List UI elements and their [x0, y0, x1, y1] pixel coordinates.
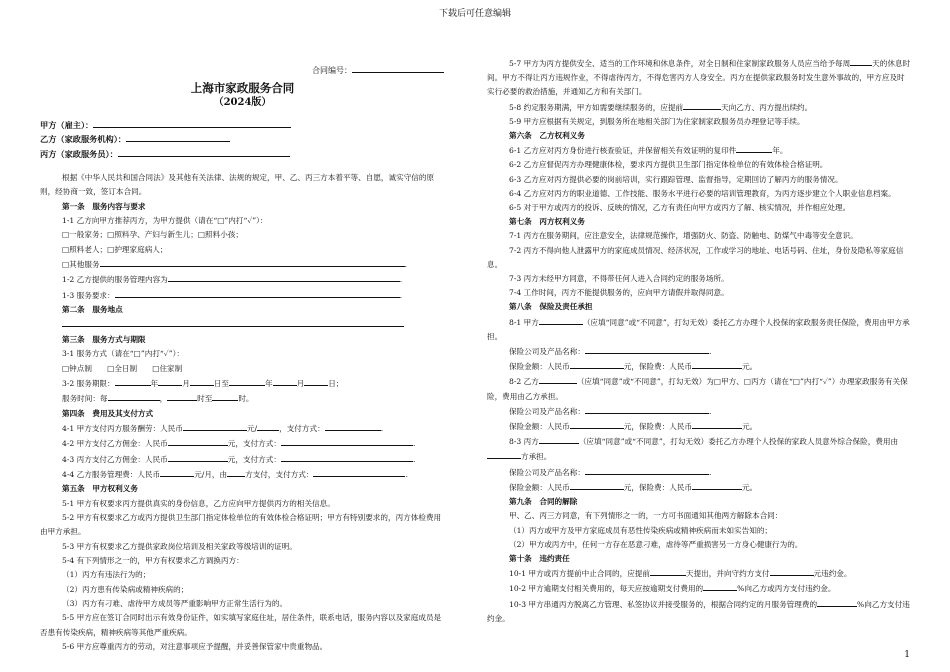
- unit-year-2: 年: [265, 378, 273, 388]
- wage-amount-blank[interactable]: [183, 421, 247, 431]
- clause-8-2-text-2: （应填“同意”或“不同意”，打勾无效）为□甲方、□丙方（请在“□”内打“✓”）办理家政服务有关保险，费用由乙方承担。: [487, 377, 908, 401]
- c-commission-blank[interactable]: [168, 452, 228, 462]
- clause-4-1-label: 4-1 甲方支付丙方服务酬劳：人民币: [62, 423, 183, 433]
- wage-unit: 元/: [246, 423, 258, 433]
- article-1-heading: 第一条 服务内容与要求: [62, 201, 146, 211]
- start-month-blank[interactable]: [158, 376, 182, 386]
- mgmt-fee-payer-blank[interactable]: [227, 467, 245, 477]
- clause-5-3: 5-3 甲方有权要求乙方提供家政岗位培训及相关家政等级培训的证明。: [62, 541, 297, 551]
- mgmt-fee-payment-label: 方支付，支付方式：: [245, 469, 314, 479]
- clause-5-6: 5-6 甲方应尊重丙方的劳动，对注意事项应予提醒，并妥善保管家中贵重物品。: [62, 642, 328, 652]
- article-3-heading: 第三条 服务方式与期限: [62, 334, 146, 344]
- insurance-1-premium-blank[interactable]: [692, 359, 742, 369]
- unit-month: 月: [182, 378, 190, 388]
- start-year-blank[interactable]: [115, 376, 151, 386]
- clause-7-2: 7-2 丙方不得向他人泄露甲方的家庭成员情况、经济状况，工作或学习的地址、电话号码、住址，身份及隐私等家庭信息。: [487, 245, 904, 269]
- wage-payment-label: ，支付方式：: [279, 423, 325, 433]
- late-fee-percent-blank[interactable]: [703, 581, 737, 591]
- clause-4-2: 4-2 甲方支付乙方佣金：人民币 元，支付方式： .: [40, 436, 445, 451]
- clause-1-2-blank[interactable]: [168, 272, 400, 282]
- page-number: 1: [904, 650, 910, 660]
- clause-1-3: 1-3 服务要求： .: [40, 288, 445, 303]
- service-location-line: [40, 317, 445, 332]
- clause-8-3-text: 8-3 丙方: [509, 437, 539, 447]
- insurance-3-company-blank[interactable]: [585, 465, 709, 475]
- service-hours-label: 服务时间：每: [62, 394, 108, 404]
- party-c-label: 丙方（家政服务员）：: [40, 148, 118, 159]
- service-options-2[interactable]: □照料老人；□护理家庭病人；: [62, 244, 168, 254]
- clause-10-3: [487, 597, 911, 626]
- clause-8-3-payer-blank[interactable]: [487, 449, 521, 459]
- article-5-heading: 第五条 甲方权利义务: [62, 484, 138, 494]
- clause-10-1-text-3: 元违约金。: [813, 569, 852, 579]
- party-c-blank[interactable]: [118, 147, 290, 157]
- insurance-2-amount-blank[interactable]: [570, 419, 624, 429]
- clause-4-2-label: 4-2 甲方支付乙方佣金：人民币: [62, 439, 168, 449]
- clause-10-1-text: 10-1 甲方或丙方提前中止合同的，应提前: [509, 569, 650, 579]
- mgmt-fee-payment-blank[interactable]: [313, 467, 405, 477]
- clause-5-4: 5-4 有下列情形之一的，甲方有权要求乙方调换丙方：: [62, 555, 244, 565]
- service-other-blank[interactable]: [100, 257, 405, 267]
- clause-7-1: 7-1 丙方在服务期间，应注意安全，法律规范操作，增强防火、防盗、防触电、防煤气中毒等安全意识。: [509, 231, 858, 241]
- clause-5-8: [487, 100, 911, 115]
- clause-10-3-percent-blank[interactable]: [817, 597, 857, 607]
- clause-9-intro: 甲、乙、丙三方同意，有下列情形之一的，一方可书面通知其他两方解除本合同：: [509, 511, 783, 521]
- clause-8-1: [487, 315, 911, 344]
- service-mode-options[interactable]: □钟点制 □全日制 □住家制: [62, 363, 183, 373]
- end-month-blank[interactable]: [273, 376, 297, 386]
- article-9-heading: 第九条 合同的解除: [509, 497, 578, 507]
- premium-label: 元，保险费：人民币: [623, 362, 693, 372]
- clause-8-3-text-3: 方承担。: [521, 452, 552, 462]
- notice-days-blank[interactable]: [650, 566, 686, 576]
- clause-4-3: 4-3 丙方支付乙方佣金：人民币 元，支付方式： .: [40, 452, 445, 467]
- hours-end-label: 时。: [238, 394, 254, 404]
- clause-5-4-item-3: （3）丙方有刁难、虐待甲方成员等严重影响甲方正常生活行为的。: [62, 599, 288, 608]
- clause-7-4: 7-4 工作时间，丙方不能提供服务的，应向甲方请假并取得同意。: [509, 288, 729, 298]
- clause-5-2: 5-2 甲方有权要求乙方或丙方提供卫生部门指定体检单位的有效体检合格证明；甲方有特别要求的，丙方体检费用由甲方承担。: [40, 512, 442, 537]
- clause-7-3: 7-3 丙方未经甲方同意，不得带任何人进入合同约定的服务场所。: [509, 274, 729, 284]
- clause-8-3: [487, 434, 911, 464]
- wage-payment-blank[interactable]: [325, 421, 381, 431]
- service-hours-sep: ，: [159, 394, 168, 404]
- start-day-blank[interactable]: [190, 376, 214, 386]
- clause-5-7-text-2: 天的休息时间。甲方不得让丙方违规作业，不得虐待丙方，不得危害丙方人身安全。丙方在提供家政服务时发生意外事故的，甲方应及时实行必要的救治措施，并通知乙方和有关部门。: [487, 59, 911, 97]
- unit-day-2: 日；: [328, 378, 344, 388]
- insurance-3-premium-blank[interactable]: [692, 480, 742, 490]
- clause-8-2: [487, 374, 911, 403]
- left-column: [40, 58, 445, 654]
- clause-6-1-text: 6-1 乙方应对丙方身份进行核查验证，并保留相关有效证明的复印件: [509, 146, 737, 156]
- article-2-heading: 第二条 服务地点: [62, 305, 123, 315]
- end-day-blank[interactable]: [304, 376, 328, 386]
- party-a-label: 甲方（雇主）：: [40, 120, 94, 130]
- clause-10-2-text-2: %向乙方或丙方支付违约金。: [737, 584, 836, 594]
- clause-5-4-item-2: （2）丙方患有传染病或精神疾病的；: [62, 584, 189, 594]
- insurance-3-amounts: [487, 480, 911, 495]
- a-commission-blank[interactable]: [168, 436, 228, 446]
- clause-10-2-text: 10-2 甲方逾期支付相关费用的，每天应按逾期支付费用的: [509, 584, 704, 594]
- insurance-3-amount-blank[interactable]: [570, 480, 624, 490]
- clause-5-1: 5-1 甲方有权要求丙方提供真实的身份信息，乙方应向甲方提供丙方的相关信息。: [62, 498, 335, 508]
- party-a-line: [40, 118, 445, 132]
- clause-6-3: 6-3 乙方应对丙方提供必要的岗前培训，实行跟踪管理、监督指导，定期回访了解丙方的服务情况。: [509, 174, 843, 184]
- contract-number-label: 合同编号：: [312, 66, 352, 75]
- unit-day-to: 日至: [213, 378, 229, 388]
- a-commission-payment-label: 元，支付方式：: [227, 439, 281, 449]
- insurance-1-company: 保险公司及产品名称： .: [487, 344, 911, 359]
- party-b-blank[interactable]: [126, 132, 230, 142]
- clause-5-4-item-1: （1）丙方有违法行为的；: [62, 570, 151, 580]
- clause-1-3-blank[interactable]: [115, 288, 400, 298]
- renewal-days-blank[interactable]: [683, 100, 721, 110]
- clause-5-7: [487, 56, 911, 100]
- c-commission-payment-blank[interactable]: [281, 452, 413, 462]
- article-6-heading: 第六条 乙方权利义务: [509, 131, 585, 141]
- hours-to-label: 时至: [197, 394, 213, 404]
- article-7-heading: 第七条 丙方权利义务: [509, 217, 585, 227]
- clause-8-1-text: 8-1 甲方: [509, 317, 539, 327]
- clause-8-2-consent-blank[interactable]: [539, 374, 577, 384]
- mgmt-fee-blank[interactable]: [160, 467, 194, 477]
- contract-version: （2024版）: [213, 97, 272, 108]
- clause-6-1: [487, 143, 911, 158]
- clause-6-4: 6-4 乙方应对丙方的职业道德、工作技能、服务水平进行必要的培训管理教育，为丙方逐步建立个人职业信息档案。: [509, 188, 896, 198]
- article-10-heading: 第十条 违约责任: [509, 553, 570, 563]
- service-options-1[interactable]: □一般家务；□照料孕、产妇与新生儿；□照料小孩；: [62, 230, 243, 240]
- service-days-blank[interactable]: [108, 391, 160, 401]
- clause-5-7-text: 5-7 甲方为丙方提供安全、适当的工作环境和休息条件，对全日制和住家制家政服务人员应当给予每周: [509, 59, 851, 68]
- insurance-3-company: 保险公司及产品名称： .: [487, 465, 911, 480]
- term-label: 3-2 服务期限：: [62, 378, 115, 388]
- clause-3-2: [40, 376, 445, 391]
- insurance-2-amounts: [487, 419, 911, 434]
- download-note: 下载后可任意编辑: [438, 9, 511, 19]
- contract-title: 上海市家政服务合同: [190, 81, 295, 95]
- clause-4-1: 4-1 甲方支付丙方服务酬劳：人民币 元/ ，支付方式： .: [40, 421, 445, 436]
- party-c-line: [40, 147, 445, 161]
- insurance-2-company: 保险公司及产品名称： .: [487, 404, 911, 419]
- clause-9-item-1: （1）丙方或甲方及甲方家庭成员有恶性传染疾病或精神疾病而未如实告知的；: [509, 525, 773, 535]
- preamble: 根据《中华人民共和国合同法》及其他有关法律、法规的规定，甲、乙、丙三方本着平等、自愿，诚实守信的原则，经协商一致，签订本合同。: [40, 173, 435, 197]
- clause-8-2-text: 8-2 乙方: [509, 377, 539, 387]
- insurance-1-amount-blank[interactable]: [570, 359, 624, 369]
- clause-4-3-label: 4-3 丙方支付乙方佣金：人民币: [62, 454, 168, 464]
- article-4-heading: 第四条 费用及其支付方式: [62, 408, 154, 418]
- wage-period-blank[interactable]: [257, 421, 279, 431]
- clause-6-5: 6-5 对于甲方或丙方的投诉、反映的情况，乙方有责任向甲方或丙方了解、核实情况，并作相应处理。: [509, 203, 851, 213]
- clause-10-2: [487, 581, 911, 596]
- insurance-1-amounts: [487, 359, 911, 374]
- rest-days-blank[interactable]: [850, 56, 872, 66]
- clause-8-3-consent-blank[interactable]: [539, 434, 579, 444]
- hours-to-blank[interactable]: [212, 391, 238, 401]
- insurance-2-premium-blank[interactable]: [692, 419, 742, 429]
- party-b-label: 乙方（家政服务机构）：: [40, 134, 126, 145]
- party-a-blank[interactable]: [93, 118, 291, 128]
- clause-4-4: 4-4 乙方服务管理费：人民币 元/月，由 方支付，支付方式： .: [40, 467, 445, 482]
- clause-5-8-text-2: 天向乙方、丙方提出续约。: [721, 102, 813, 112]
- insurance-company-label-2: 保险公司及产品名称：: [509, 406, 585, 416]
- insurance-1-company-blank[interactable]: [585, 344, 709, 354]
- premium-unit-2: 元。: [742, 422, 758, 432]
- clause-8-1-text-2: （应填“同意”或“不同意”，打勾无效）委托乙方办理个人投保的家政服务责任保险，费用由甲方承担。: [487, 317, 910, 341]
- copy-years-blank[interactable]: [736, 143, 772, 153]
- clause-1-3-label: 1-3 服务要求：: [62, 290, 115, 300]
- service-hours-line: [40, 391, 445, 406]
- clause-1-1: 1-1 乙方向甲方推荐丙方，为甲方提供（请在“□”内打“✓”）：: [62, 216, 268, 226]
- clause-10-1-text-2: 天提出，并向守约方支付: [685, 569, 770, 579]
- clause-5-9: 5-9 甲方应根据有关规定，到服务所在地相关部门为住家制家政服务员办理登记等手续。: [509, 116, 805, 126]
- insured-amount-label: 保险金额：人民币: [509, 362, 570, 372]
- right-column: [487, 56, 911, 626]
- party-b-line: [40, 132, 445, 146]
- premium-unit-3: 元。: [742, 482, 758, 492]
- service-location-blank[interactable]: [62, 317, 404, 327]
- article-8-heading: 第八条 保险及责任承担: [509, 302, 593, 312]
- clause-5-5: 5-5 甲方应在签订合同时出示有效身份证件，如实填写家庭住址，居住条件，联系电话，服务内容以及家庭成员是否患有传染疾病，精神疾病等其他严重疾病。: [40, 613, 442, 637]
- insurance-company-label: 保险公司及产品名称：: [509, 347, 585, 357]
- service-other-label[interactable]: □其他服务: [62, 260, 100, 270]
- clause-10-3-text: 10-3 甲方串通丙方脱离乙方管理、私签协议并接受服务的，根据合同约定的月服务管理费的: [509, 599, 818, 609]
- mgmt-fee-payer-label: 元/月，由: [194, 469, 228, 479]
- insured-amount-label-2: 保险金额：人民币: [509, 422, 570, 432]
- premium-label-2: 元，保险费：人民币: [623, 422, 693, 432]
- clause-10-3-text-2: %向乙方支付违约金。: [487, 599, 910, 623]
- clause-6-2: 6-2 乙方应督促丙方办理健康体检，要求丙方提供卫生部门指定体检单位的有效体检合格证明。: [509, 160, 828, 170]
- clause-3-1: 3-1 服务方式（请在“□”内打“✓”）：: [62, 349, 184, 359]
- clause-1-2-label: 1-2 乙方提供的服务管理内容为: [62, 275, 168, 285]
- hours-from-blank[interactable]: [167, 391, 197, 401]
- clause-4-4-label: 4-4 乙方服务管理费：人民币: [62, 469, 161, 479]
- service-other-line: □其他服务 .: [40, 257, 445, 272]
- penalty-amount-blank[interactable]: [770, 566, 814, 576]
- clause-9-item-2: （2）甲方或丙方中，任何一方存在恶意刁难，虐待等严重损害另一方身心健康行为的。: [509, 539, 803, 549]
- clause-8-3-text-2: （应填“同意”或“不同意”，打勾无效）委托乙方办理个人投保的家政人员意外综合保险，费用由: [578, 437, 899, 447]
- clause-8-1-consent-blank[interactable]: [539, 315, 583, 325]
- premium-unit: 元。: [742, 362, 758, 372]
- insurance-company-label-3: 保险公司及产品名称：: [509, 467, 585, 477]
- unit-month-2: 月: [296, 378, 305, 388]
- end-year-blank[interactable]: [229, 376, 265, 386]
- unit-year: 年: [150, 378, 159, 388]
- c-commission-payment-label: 元，支付方式：: [227, 454, 281, 464]
- clause-10-1: [487, 566, 911, 581]
- clause-1-2: 1-2 乙方提供的服务管理内容为 .: [40, 272, 445, 287]
- premium-label-3: 元，保险费：人民币: [623, 482, 693, 492]
- clause-6-1-unit: 年。: [772, 146, 788, 156]
- insured-amount-label-3: 保险金额：人民币: [509, 482, 570, 492]
- insurance-2-company-blank[interactable]: [585, 404, 709, 414]
- clause-5-8-text: 5-8 约定服务期满，甲方如需要继续服务的，应提前: [509, 102, 684, 112]
- a-commission-payment-blank[interactable]: [281, 436, 413, 446]
